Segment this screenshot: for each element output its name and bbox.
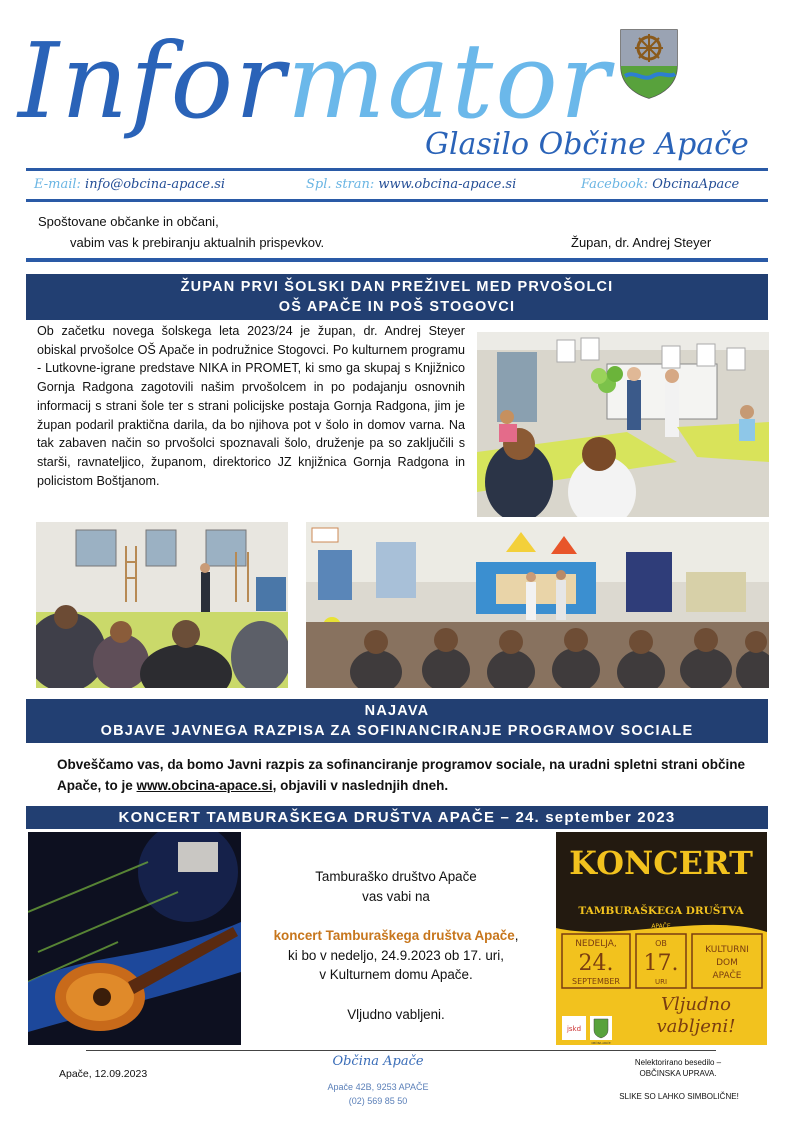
- article1-body: Ob začetku novega šolskega leta 2023/24 je župan, dr. Andrej Steyer obiskal prvošolce OŠ Apače in podružnice Stogovci. Po kulturnem programu - Lutkovne-igrane predstave NIKA in PROMET, ki smo ga skupaj s Knjižnico Gornja Radgona zagotovili našim prvošolcem in po podajanju osnovnih informacij s strani šole ter s strani policijske postaja Gornja Radgona, jim je župan podaril praktična darila, da bo njihova pot v šolo in domov varna. Na tak zabaven način so prvošolci spoznavali šolo, druženje pa so zaključili s starši, ravnateljico, županom, direktorico JZ knjižnica Gornja Radgona in policistom Boštjanom.: [37, 324, 465, 488]
- poster-day: NEDELJA,: [575, 939, 617, 949]
- poster-crest-icon: [594, 1019, 608, 1038]
- poster-subtitle: TAMBURAŠKEGA DRUŠTVA: [578, 905, 744, 917]
- masthead-title-light: mator: [286, 20, 612, 142]
- school-hall-photo: [306, 522, 769, 688]
- footer-note-line-1: Nelektorirano besedilo –: [634, 1058, 722, 1067]
- classroom-photo: [477, 332, 769, 517]
- municipality-website-link[interactable]: www.obcina-apace.si: [136, 778, 273, 793]
- gym-event-photo: [36, 522, 288, 688]
- footer-rule: [86, 1050, 716, 1051]
- footer-organization: Občina Apače: [332, 1054, 424, 1069]
- article2-body-before: Obveščamo vas, da bomo Javni razpis za sofinanciranje programov sociale, na uradni spletni strani občine Apače, to je: [57, 757, 745, 793]
- masthead-rule-bottom: [26, 199, 768, 202]
- contact-email: E-mail: info@obcina-apace.si: [34, 177, 226, 192]
- footer-note-line-2: OBČINSKA UPRAVA.: [639, 1069, 717, 1078]
- footer-date: Apače, 12.09.2023: [59, 1068, 148, 1080]
- poster-ob: OB: [655, 939, 667, 948]
- article1-heading-bar: [26, 274, 768, 320]
- greeting-line-2: vabim vas k prebiranju aktualnih prispevkov.: [70, 235, 325, 250]
- poster-venue-3: APAČE: [712, 971, 742, 981]
- poster-place-small: APAČE: [651, 923, 671, 930]
- article2-body: [57, 754, 757, 796]
- article2-heading-line-1: NAJAVA: [364, 703, 430, 719]
- invite-line-3: koncert Tamburaškega društva Apače,: [273, 928, 519, 943]
- concert-poster: [556, 832, 767, 1045]
- poster-month: SEPTEMBER: [572, 977, 620, 986]
- article3-heading-bar: KONCERT TAMBURAŠKEGA DRUŠTVA APAČE – 24. september 2023: [26, 806, 768, 829]
- greeting-divider: [26, 258, 768, 262]
- footer-address-line: Apače 42B, 9253 APAČE: [327, 1082, 429, 1092]
- invite-line-2: vas vabi na: [362, 888, 430, 904]
- masthead-title-dark: Infor: [18, 20, 287, 142]
- poster-uri: URI: [654, 978, 668, 986]
- masthead-rule-top: [26, 168, 768, 171]
- footer-address: [293, 1080, 463, 1108]
- poster-logo-jskd: jskd: [566, 1025, 582, 1033]
- article2-heading-line-2: OBJAVE JAVNEGA RAZPISA ZA SOFINANCIRANJE PROGRAMOV SOCIALE: [100, 723, 694, 739]
- footer-phone: (02) 569 85 50: [348, 1096, 408, 1106]
- concert-invitation: [258, 867, 534, 1024]
- municipality-crest-icon: [617, 26, 681, 100]
- invite-line-4: ki bo v nedeljo, 24.9.2023 ob 17. uri,: [288, 947, 504, 963]
- article2-body-after: , objavili v naslednjih dneh.: [272, 778, 449, 793]
- masthead-subtitle: Glasilo Občine Apače: [425, 127, 749, 162]
- poster-date: 24.: [578, 951, 614, 976]
- invite-line-5: v Kulturnem domu Apače.: [319, 967, 473, 982]
- invite-line-6: Vljudno vabljeni.: [347, 1006, 445, 1022]
- article1-heading-line-2: OŠ APAČE IN POŠ STOGOVCI: [278, 299, 516, 315]
- footer-note: [608, 1057, 748, 1079]
- poster-title: KONCERT: [569, 844, 753, 882]
- greeting-line-1: Spoštovane občanke in občani,: [38, 214, 219, 229]
- invite-highlight: koncert Tamburaškega društva Apače: [273, 928, 515, 943]
- contact-facebook: Facebook: ObcinaApace: [581, 177, 740, 192]
- invite-line-1: Tamburaško društvo Apače: [315, 869, 477, 884]
- footer-symbolic-note: SLIKE SO LAHKO SIMBOLIČNE!: [619, 1092, 739, 1101]
- poster-crest-text: OBČINA APAČE: [591, 1042, 611, 1045]
- tamburica-photo: [28, 832, 241, 1045]
- article2-heading-bar: [26, 699, 768, 743]
- greeting-signature: Župan, dr. Andrej Steyer: [571, 235, 712, 250]
- poster-hour: 17.: [643, 951, 679, 976]
- poster-closing-2: vabljeni!: [656, 1016, 736, 1037]
- poster-venue-1: KULTURNI: [705, 945, 749, 955]
- poster-closing-1: Vljudno: [661, 994, 731, 1015]
- contact-website: Spl. stran: www.obcina-apace.si: [306, 177, 517, 192]
- poster-venue-2: DOM: [716, 958, 738, 968]
- article1-heading-line-1: ŽUPAN PRVI ŠOLSKI DAN PREŽIVEL MED PRVOŠOLCI: [180, 279, 614, 295]
